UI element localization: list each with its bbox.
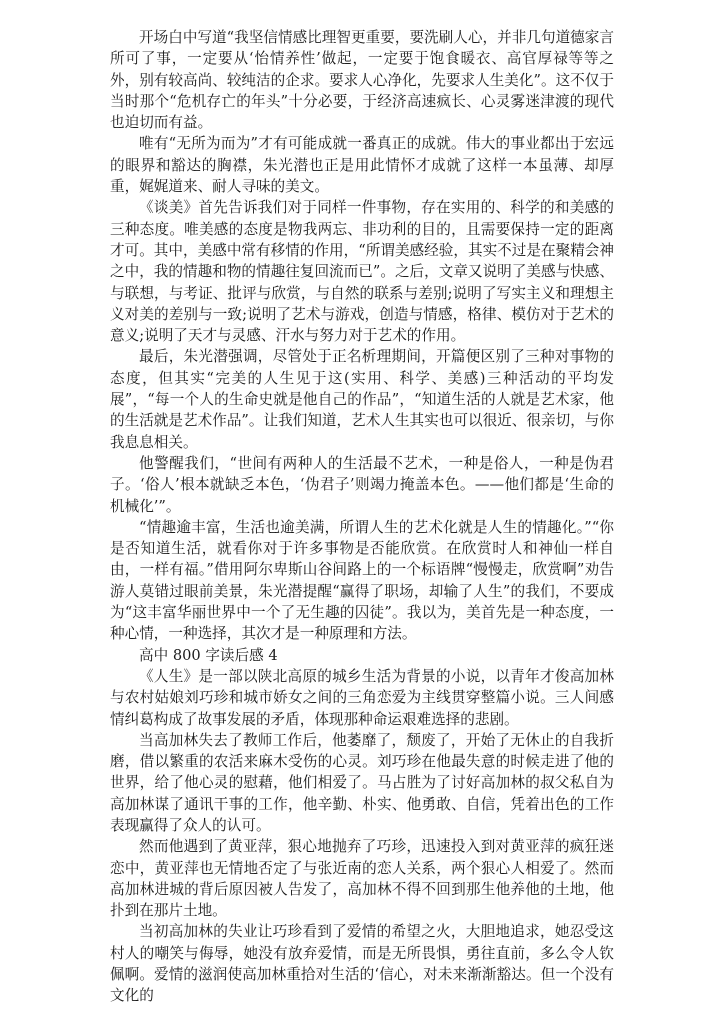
- paragraph: 他警醒我们，“世间有两种人的生活最不艺术，一种是俗人，一种是伪君子。‘俗人’根本就缺乏本色，‘伪君子’则竭力掩盖本色。——他们都是‘生命的机械化’”。: [110, 454, 614, 515]
- section-heading: 高中 800 字读后感 4: [139, 646, 278, 664]
- paragraph: 当高加林失去了教师工作后，他萎靡了，颓废了，开始了无休止的自我折磨，借以繁重的农活来麻木受伤的心灵。刘巧珍在他最失意的时候走进了他的世界，给了他心灵的慰藉，他们相爱了。马占胜为了讨好高加林的叔父私自为高加林谋了通讯干事的工作，他辛勤、朴实、他勇敢、自信，凭着出色的工作表现赢得了众人的认可。: [110, 731, 614, 834]
- paragraph: 当初高加林的失业让巧珍看到了爱情的希望之火，大胆地追求，她忍受这村人的嘲笑与侮辱，她没有放弃爱情，而是无所畏惧，勇往直前，多么令人钦佩啊。爱情的滋润使高加林重拾对生活的‘信心，对未来渐渐豁达。但一个没有文化的: [110, 923, 614, 1005]
- paragraph: 开场白中写道“我坚信情感比理智更重要，要洗刷人心，并非几句道德家言所可了事，一定要从‘怡情养性’做起，一定要于饱食暖衣、高官厚禄等等之外，别有较高尚、较纯洁的企求。要求人心净化，先要求人生美化”。这不仅于当时那个“危机存亡的年头”十分必要，于经济高速疯长、心灵雾迷津渡的现代也迫切而有益。: [110, 29, 614, 132]
- document-page: [110, 27, 614, 1007]
- paragraph: 《人生》是一部以陕北高原的城乡生活为背景的小说，以青年才俊高加林与农村姑娘刘巧珍和城市娇女之间的三角恋爱为主线贯穿整篇小说。三人间感情纠葛构成了故事发展的矛盾，体现那种命运艰难选择的悲剧。: [110, 667, 614, 728]
- paragraph: 《谈美》首先告诉我们对于同样一件事物，存在实用的、科学的和美感的三种态度。唯美感的态度是物我两忘、非功利的目的，且需要保持一定的距离才可。其中，美感中常有移情的作用，“所谓美感经验，其实不过是在聚精会神之中，我的情趣和物的情趣往复回流而已”。之后，文章又说明了美感与快感、与联想，与考证、批评与欣赏，与自然的联系与差别;说明了写实主义和理想主义对美的差别与一致;说明了艺术与游戏，创造与情感，格律、模仿对于艺术的意义;说明了天才与灵感、汗水与努力对于艺术的作用。: [110, 199, 614, 345]
- paragraph: 最后，朱光潜强调，尽管处于正名析理期间，开篇便区别了三种对事物的态度，但其实“完美的人生见于这(实用、科学、美感)三种活动的平均发展”，“每一个人的生命史就是他自己的作品”，“知道生活的人就是艺术家，他的生活就是艺术作品”。让我们知道，艺术人生其实也可以很近、很亲切，与你我息息相关。: [110, 348, 614, 451]
- paragraph: 唯有“无所为而为”才有可能成就一番真正的成就。伟大的事业都出于宏远的眼界和豁达的胸襟，朱光潜也正是用此情怀才成就了这样一本虽薄、却厚重，娓娓道来、耐人寻味的美文。: [110, 135, 614, 196]
- paragraph: “情趣逾丰富，生活也逾美满，所谓人生的艺术化就是人生的情趣化。”“你是否知道生活，就看你对于许多事物是否能欣赏。在欣赏时人和神仙一样自由，一样有福。”借用阿尔卑斯山谷间路上的一个标语牌“慢慢走，欣赏啊”劝告游人莫错过眼前美景，朱光潜提醒“赢得了职场，却输了人生”的我们，不要成为“这丰富华丽世界中一个了无生趣的囚徒”。我以为，美首先是一种态度，一种心情，一种选择，其次才是一种原理和方法。: [110, 518, 614, 643]
- paragraph: 然而他遇到了黄亚萍，狠心地抛弃了巧珍，迅速投入到对黄亚萍的疯狂迷恋中，黄亚萍也无情地否定了与张近南的恋人关系，两个狠心人相爱了。然而高加林进城的背后原因被人告发了，高加林不得不回到那生他养他的土地，他扑到在那片土地。: [110, 838, 614, 920]
